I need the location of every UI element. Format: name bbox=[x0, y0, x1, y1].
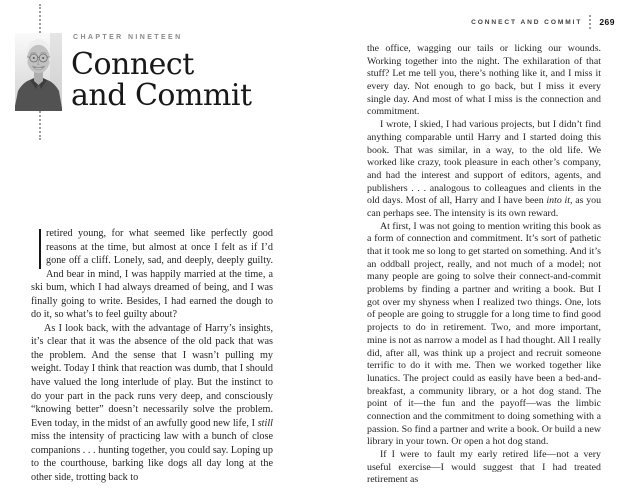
paragraph bbox=[31, 322, 273, 485]
chapter-title-line-2: and Commit bbox=[71, 78, 252, 113]
paragraph bbox=[367, 221, 601, 449]
right-page-body-text bbox=[367, 43, 601, 487]
paragraph bbox=[367, 119, 601, 221]
italic-text-segment: still bbox=[257, 417, 273, 429]
running-head bbox=[471, 15, 615, 29]
chapter-kicker: CHAPTER NINETEEN bbox=[73, 34, 183, 41]
text-segment: as you can perhaps see. The intensity is its own reward. bbox=[367, 195, 602, 219]
page-number: 269 bbox=[599, 17, 615, 27]
text-segment: I wrote, I skied, I had various projects, but I didn’t find anything comparable until Harry and I started doing this book. That was similar, in a way, to the old life. We worked like crazy, took pleasure in each other’s company, and had the interest and support of editors, agents, and publishers . . . analogous to colleagues and clients in the old days. Most of all, Harry and I have been bbox=[367, 119, 601, 207]
paragraph bbox=[367, 43, 601, 119]
text-segment: At first, I was not going to mention writing this book as a form of connection and commitment. It’s sort of pathetic that it took me so long to get started on something. And it’s an oddball project, really, and not much of a model; not many people are going to solve their connect-and-commit problems by finding a partner and writing a book. But I got over my shyness when I realized two things. One, lots of people are going to struggle for a long time to find good projects to do in retirement. Two, and more important, mine is not as narrow a model as I had thought. All I really did, after all, was think up a project and recruit someone terrific to do it with me. Then we worked together like lunatics. The project could as easily have been a bed-and-breakfast, a community library, or a hot dog stand. The point of it—the fun and the payoff—was the limbic connection and the commitment to doing something with a passion. So find a partner and write a book. Or build a new library in your town. Or open a hot dog stand. bbox=[367, 220, 601, 448]
text-segment: If I were to fault my early retired life—not a very useful exercise—I would suggest that I had treated retirement as bbox=[367, 449, 601, 486]
italic-text-segment: into it, bbox=[546, 195, 573, 207]
text-segment: As I look back, with the advantage of Harry’s insights, it’s clear that it was the absence of the old pack that was the problem. And the sense that I wasn’t pulling my weight. Today I think that reaction was dumb, that I should have valued the long interlude of play. But the instinct to do your part in the pack runs very deep, and consciously “knowing better” doesn’t necessarily solve the problem. Even today, in the midst of an awfully good new life, I bbox=[31, 322, 273, 429]
left-page-body-text bbox=[31, 227, 273, 484]
drop-cap-i bbox=[39, 229, 42, 269]
paragraph bbox=[31, 227, 273, 322]
author-photo bbox=[15, 33, 62, 111]
running-head-title: CONNECT AND COMMIT bbox=[471, 18, 583, 26]
chapter-title bbox=[71, 49, 252, 111]
chapter-title-line-1: Connect bbox=[71, 47, 194, 82]
text-segment: retired young, for what seemed like perfectly good reasons at the time, but almost at once I felt as if I’d gone off a cliff. Lonely, sad, and deeply, deeply guilty. And bear in mind, I was happily married at the time, a ski bum, which I had always dreamed of being, and I was finally going to write. Besides, I had earned the dough to do it, so what’s to feel guilty about? bbox=[31, 228, 273, 321]
author-portrait-image bbox=[15, 33, 62, 111]
paragraph bbox=[367, 449, 601, 487]
text-segment: miss the intensity of practicing law with a bunch of close companions . . . hunting together, you could say. Loping up to the courthouse, barking like dogs all day long at the other side, trotting back to bbox=[31, 431, 273, 483]
text-segment: the office, wagging our tails or licking our wounds. Working together into the night. The exhilaration of that stuff? Let me tell you, there’s nothing like it, and I miss it every day. Not enough to go back, but I miss it every single day. And most of what I miss is the connection and commitment. bbox=[367, 43, 601, 118]
running-head-dotted-rule bbox=[589, 15, 591, 29]
